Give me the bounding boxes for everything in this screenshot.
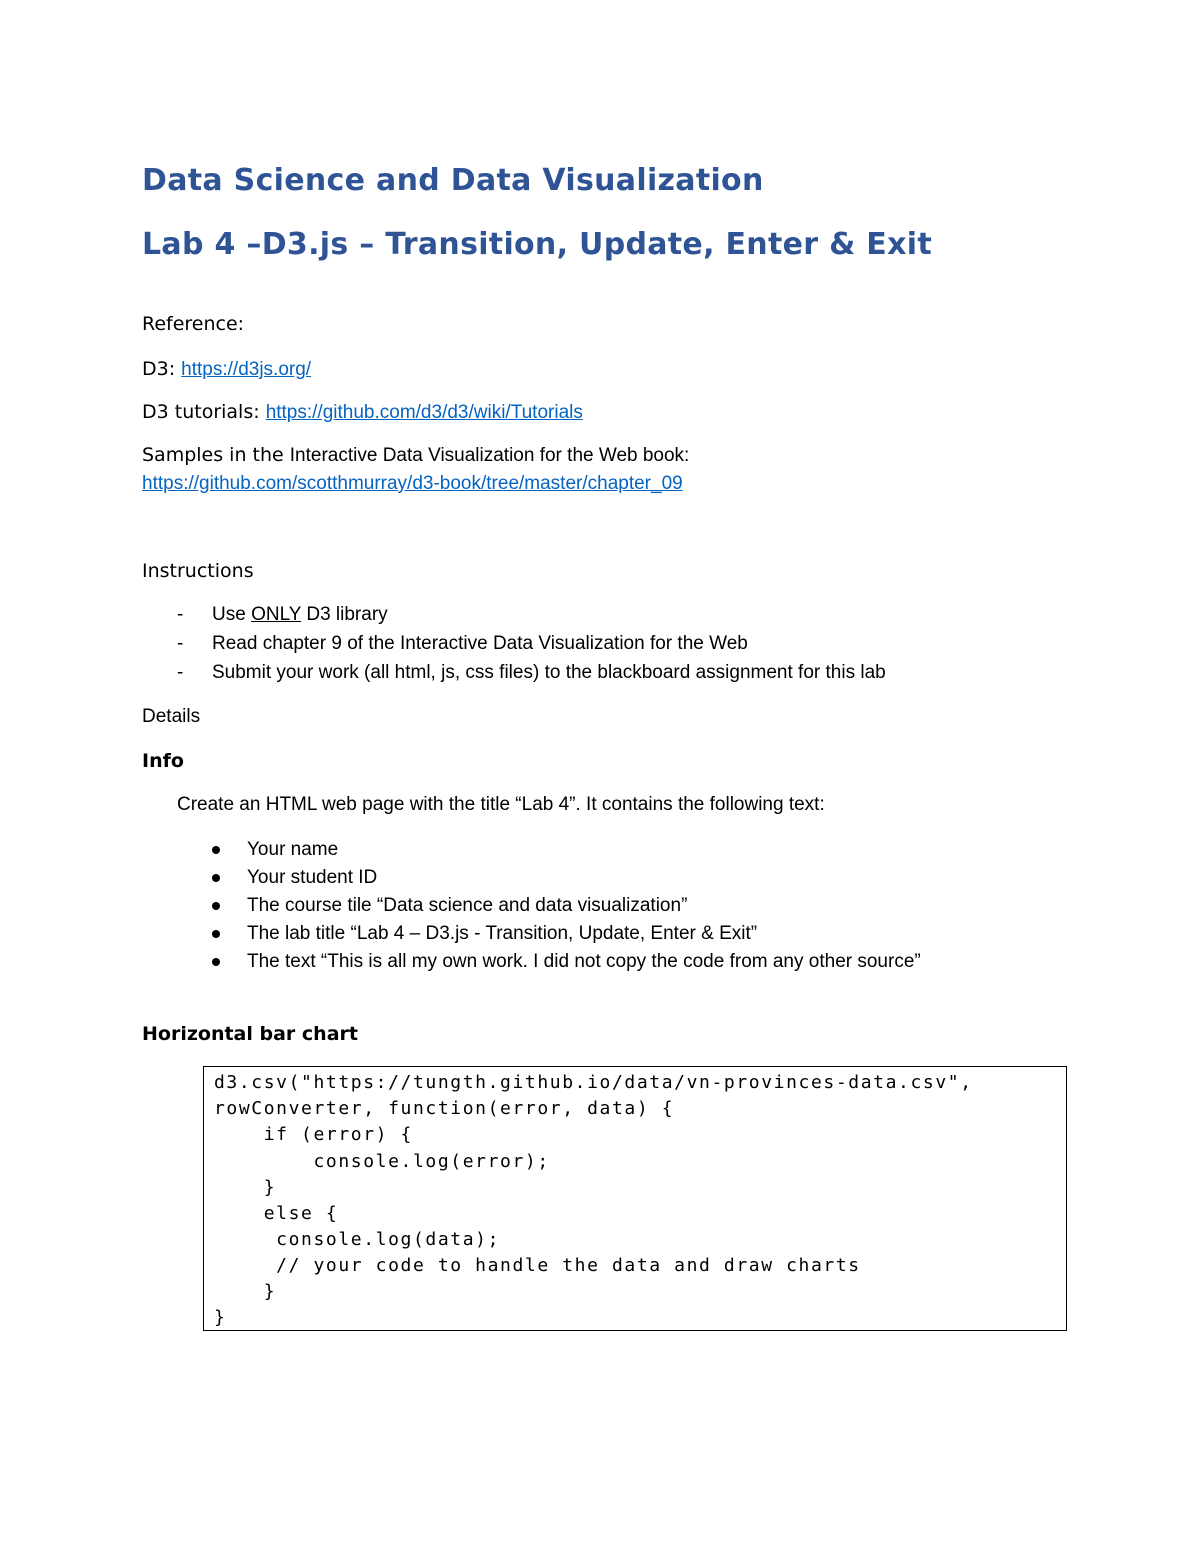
- d3-reference-line: [142, 358, 311, 381]
- details-label: Details: [142, 706, 201, 727]
- code-line-4: console.log(error);: [214, 1151, 550, 1172]
- info-bullet-2: Your student ID: [247, 867, 378, 888]
- tutorials-reference-line: [142, 401, 583, 424]
- instruction-item-3: Submit your work (all html, js, css files) to the blackboard assignment for this lab: [212, 662, 886, 683]
- bullet-icon: [212, 846, 220, 854]
- list-dash: -: [177, 662, 184, 683]
- tutorials-link[interactable]: https://github.com/d3/d3/wiki/Tutorials: [265, 402, 583, 423]
- info-bullet-4: The lab title “Lab 4 – D3.js - Transition, Update, Enter & Exit”: [247, 923, 758, 944]
- code-line-8: // your code to handle the data and draw charts: [214, 1255, 861, 1276]
- code-line-1: d3.csv("https://tungth.github.io/data/vn-provinces-data.csv",: [214, 1072, 973, 1093]
- bullet-icon: [212, 958, 220, 966]
- info-bullet-5: The text “This is all my own work. I did not copy the code from any other source”: [247, 951, 921, 972]
- d3-label: D3:: [142, 358, 182, 380]
- code-line-9: }: [214, 1281, 277, 1302]
- code-line-7: console.log(data);: [214, 1229, 501, 1250]
- bullet-icon: [212, 874, 220, 882]
- list-dash: -: [177, 633, 184, 654]
- samples-reference-line: [142, 444, 689, 467]
- info-bullet-3: The course tile “Data science and data visualization”: [247, 895, 688, 916]
- samples-link[interactable]: https://github.com/scotthmurray/d3-book/tree/master/chapter_09: [142, 473, 683, 494]
- info-heading: Info: [142, 750, 184, 772]
- list-dash: -: [177, 604, 184, 625]
- info-bullet-1: Your name: [247, 839, 339, 860]
- bullet-icon: [212, 930, 220, 938]
- samples-book-title: Interactive Data Visualization for the Web book:: [289, 445, 690, 466]
- instruction-item-1-post: D3 library: [301, 604, 388, 625]
- code-block: [203, 1066, 1067, 1331]
- samples-link-line: [142, 473, 683, 495]
- d3-link[interactable]: https://d3js.org/: [181, 359, 312, 380]
- instruction-only-emphasis: ONLY: [251, 604, 302, 625]
- instructions-heading: Instructions: [142, 560, 254, 582]
- document-title: Data Science and Data Visualization: [142, 163, 764, 198]
- document-subtitle: Lab 4 –D3.js – Transition, Update, Enter & Exit: [142, 227, 932, 262]
- reference-label: Reference:: [142, 313, 245, 335]
- instruction-item-1-pre: Use: [212, 604, 252, 625]
- bullet-icon: [212, 902, 220, 910]
- code-line-6: else {: [214, 1203, 339, 1224]
- instruction-item-1: [212, 604, 388, 626]
- info-text: Create an HTML web page with the title “Lab 4”. It contains the following text:: [177, 794, 825, 815]
- samples-prefix: Samples in the: [142, 444, 290, 466]
- bar-chart-heading: Horizontal bar chart: [142, 1023, 358, 1045]
- code-line-10: }: [214, 1307, 227, 1328]
- code-line-3: if (error) {: [214, 1124, 413, 1145]
- tutorials-label: D3 tutorials:: [142, 401, 266, 423]
- code-line-2: rowConverter, function(error, data) {: [214, 1098, 675, 1119]
- instruction-item-2: Read chapter 9 of the Interactive Data Visualization for the Web: [212, 633, 748, 654]
- code-line-5: }: [214, 1177, 277, 1198]
